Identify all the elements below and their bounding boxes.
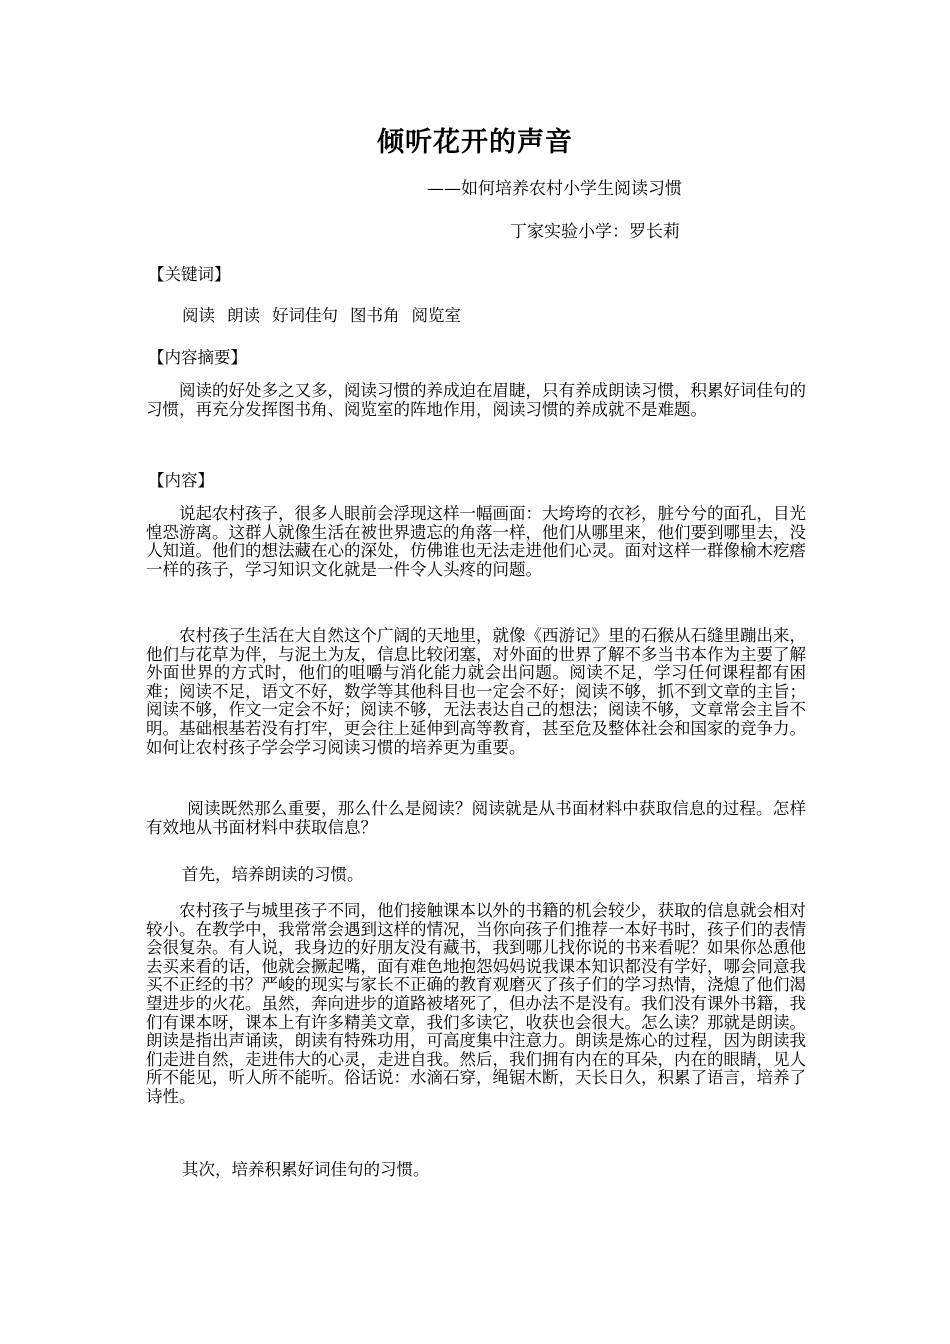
keywords-list: [182, 302, 461, 326]
keyword-item: 朗读: [227, 306, 260, 325]
content-paragraph-1: 说起农村孩子，很多人眼前会浮现这样一幅画面：大垮垮的衣衫，脏兮兮的面孔，目光惶恐游离。这群人就像生活在被世界遗忘的角落一样，他们从哪里来，他们要到哪里去，没人知道。他们的想法藏在心的深处，仿佛谁也无法走进他们心灵。面对这样一群像榆木疙瘩一样的孩子，学习知识文化就是一件令人头疼的问题。: [146, 504, 806, 579]
content-paragraph-5: 农村孩子与城里孩子不同，他们接触课本以外的书籍的机会较少，获取的信息就会相对较小。在教学中，我常常会遇到这样的情况，当你向孩子们推荐一本好书时，孩子们的表情会很复杂。有人说，我身边的好朋友没有藏书，我到哪儿找你说的书来看呢？如果你怂恿他去买来看的话，他就会撅起嘴，面有难色地抱怨妈妈说我课本知识都没有学好，哪会同意我买不正经的书？严峻的现实与家长不正确的教育观磨灭了孩子们的学习热情，浇熄了他们渴望进步的火花。虽然，奔向进步的道路被堵死了，但办法不是没有。我们没有课外书籍，我们有课本呀，课本上有许多精美文章，我们多读它，收获也会很大。怎么读？那就是朗读。朗读是指出声诵读，朗读有特殊功用，可高度集中注意力。朗读是炼心的过程，因为朗读我们走进自然，走进伟大的心灵，走进自我。然后，我们拥有内在的耳朵，内在的眼睛，见人所不能见，听人所不能听。俗话说：水滴石穿，绳锯木断，天长日久，积累了语言，培养了诗性。: [146, 901, 806, 1106]
document-title: 倾听花开的声音: [377, 127, 573, 158]
abstract-heading: 【内容摘要】: [148, 348, 247, 367]
author-line: 丁家实验小学：罗长莉: [510, 222, 680, 242]
keywords-heading: 【关键词】: [148, 265, 231, 284]
keyword-item: 好词佳句: [272, 306, 338, 325]
content-paragraph-2: 农村孩子生活在大自然这个广阔的天地里，就像《西游记》里的石猴从石缝里蹦出来，他们与花草为伴，与泥土为友，信息比较闭塞，对外面的世界了解不多当书本作为主要了解外面世界的方式时，他们的咀嚼与消化能力就会出问题。阅读不足，学习任何课程都有困难；阅读不足，语文不好，数学等其他科目也一定会不好；阅读不够，抓不到文章的主旨；阅读不够，作文一定会不好；阅读不够，无法表达自己的想法；阅读不够，文章常会主旨不明。基础根基若没有打牢，更会往上延伸到高等教育，甚至危及整体社会和国家的竞争力。如何让农村孩子学会学习阅读习惯的培养更为重要。: [146, 626, 806, 757]
keyword-item: 阅览室: [411, 306, 461, 325]
content-paragraph-3: 阅读既然那么重要，那么什么是阅读？阅读就是从书面材料中获取信息的过程。怎样有效地从书面材料中获取信息？: [146, 799, 806, 837]
keyword-item: 图书角: [350, 306, 400, 325]
keyword-item: 阅读: [182, 306, 215, 325]
content-paragraph-4: 首先，培养朗读的习惯。: [182, 865, 364, 884]
content-heading: 【内容】: [148, 471, 214, 490]
document-subtitle: ——如何培养农村小学生阅读习惯: [427, 179, 682, 199]
abstract-paragraph: 阅读的好处多之又多，阅读习惯的养成迫在眉睫，只有养成朗读习惯，积累好词佳句的习惯，再充分发挥图书角、阅览室的阵地作用，阅读习惯的养成就不是难题。: [146, 381, 806, 419]
content-paragraph-6: 其次，培养积累好词佳句的习惯。: [182, 1160, 430, 1179]
